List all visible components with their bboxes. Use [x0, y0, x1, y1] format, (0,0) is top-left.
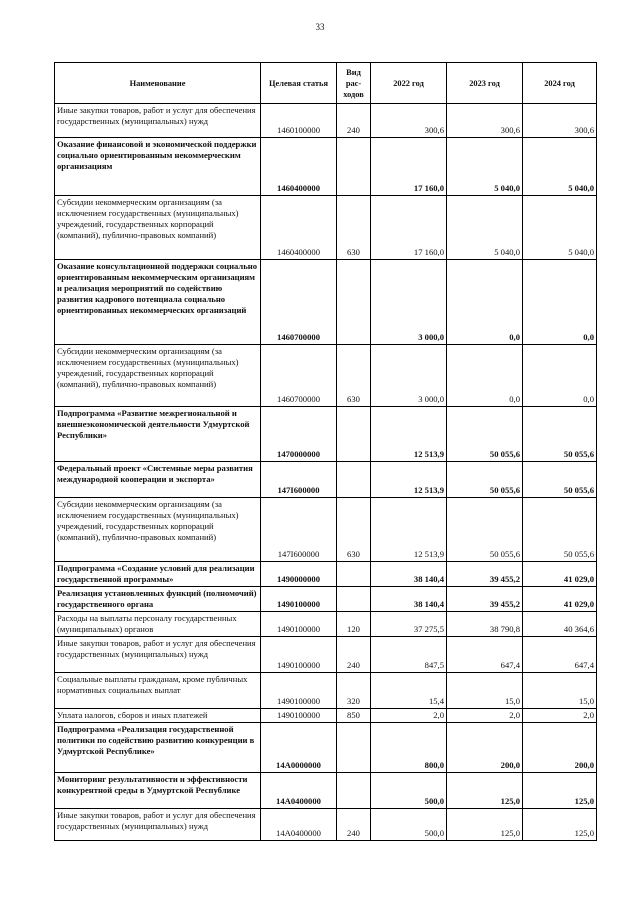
row-name: Оказание консультационной поддержки социально ориентированным некоммерческим организациям и реализация мероприятий по содействию развития кадрового потенциала социально ориентированных некоммерческих организаций: [55, 260, 261, 345]
row-value-2024: 40 364,6: [523, 612, 597, 637]
row-name: Мониторинг результативности и эффективности конкурентной среды в Удмуртской Республике: [55, 773, 261, 809]
row-target-article: 147I600000: [261, 462, 337, 498]
table-row: [55, 196, 597, 260]
table-row: [55, 709, 597, 723]
table-row: [55, 723, 597, 773]
row-name: Иные закупки товаров, работ и услуг для обеспечения государственных (муниципальных) нужд: [55, 809, 261, 841]
table-row: [55, 104, 597, 138]
header-year-2024: 2024 год: [523, 63, 597, 104]
row-value-2023: 39 455,2: [447, 562, 523, 587]
header-name: Наименование: [55, 63, 261, 104]
row-value-2024: 15,0: [523, 673, 597, 709]
row-expense-type: [337, 773, 371, 809]
row-target-article: 1460400000: [261, 196, 337, 260]
row-expense-type: 240: [337, 104, 371, 138]
table-row: [55, 345, 597, 407]
row-value-2023: 125,0: [447, 809, 523, 841]
row-target-article: 1470000000: [261, 407, 337, 462]
row-value-2024: 125,0: [523, 773, 597, 809]
header-year-2023: 2023 год: [447, 63, 523, 104]
row-target-article: 1490100000: [261, 612, 337, 637]
row-value-2022: 3 000,0: [371, 345, 447, 407]
row-expense-type: [337, 723, 371, 773]
row-name: Оказание финансовой и экономической поддержки социально ориентированным некоммерческим организациям: [55, 138, 261, 196]
table-row: [55, 809, 597, 841]
row-value-2024: 50 055,6: [523, 407, 597, 462]
row-value-2023: 0,0: [447, 345, 523, 407]
row-value-2024: 125,0: [523, 809, 597, 841]
row-value-2023: 200,0: [447, 723, 523, 773]
table-row: [55, 587, 597, 612]
row-value-2024: 50 055,6: [523, 462, 597, 498]
row-name: Реализация установленных функций (полномочий) государственного органа: [55, 587, 261, 612]
row-value-2022: 300,6: [371, 104, 447, 138]
table-row: [55, 612, 597, 637]
row-expense-type: [337, 462, 371, 498]
table-row: [55, 673, 597, 709]
row-expense-type: [337, 260, 371, 345]
row-name: Уплата налогов, сборов и иных платежей: [55, 709, 261, 723]
row-name: Субсидии некоммерческим организациям (за исключением государственных (муниципальных) учреждений, государственных корпораций (компаний), публично-правовых компаний): [55, 498, 261, 562]
page-number: 33: [315, 22, 325, 32]
row-value-2022: 17 160,0: [371, 138, 447, 196]
row-value-2024: 5 040,0: [523, 196, 597, 260]
row-value-2022: 12 513,9: [371, 407, 447, 462]
row-value-2024: 41 029,0: [523, 587, 597, 612]
row-name: Субсидии некоммерческим организациям (за исключением государственных (муниципальных) учреждений, государственных корпораций (компаний), публично-правовых компаний): [55, 345, 261, 407]
row-expense-type: 120: [337, 612, 371, 637]
row-value-2022: 847,5: [371, 637, 447, 673]
row-value-2022: 38 140,4: [371, 562, 447, 587]
row-value-2023: 5 040,0: [447, 138, 523, 196]
table-row: [55, 462, 597, 498]
row-value-2024: 647,4: [523, 637, 597, 673]
row-value-2023: 2,0: [447, 709, 523, 723]
row-expense-type: 850: [337, 709, 371, 723]
row-target-article: 1490100000: [261, 673, 337, 709]
row-value-2022: 2,0: [371, 709, 447, 723]
row-value-2023: 0,0: [447, 260, 523, 345]
row-value-2023: 5 040,0: [447, 196, 523, 260]
row-target-article: 1460100000: [261, 104, 337, 138]
row-value-2024: 0,0: [523, 345, 597, 407]
row-value-2022: 37 275,5: [371, 612, 447, 637]
row-expense-type: 630: [337, 196, 371, 260]
row-value-2022: 17 160,0: [371, 196, 447, 260]
table-header-row: [55, 63, 597, 104]
row-target-article: 1490000000: [261, 562, 337, 587]
row-expense-type: 630: [337, 345, 371, 407]
row-value-2024: 2,0: [523, 709, 597, 723]
row-value-2024: 41 029,0: [523, 562, 597, 587]
table-row: [55, 138, 597, 196]
row-expense-type: [337, 407, 371, 462]
row-expense-type: [337, 587, 371, 612]
row-value-2022: 500,0: [371, 773, 447, 809]
row-name: Подпрограмма «Развитие межрегиональной и внешнеэкономической деятельности Удмуртской Республики»: [55, 407, 261, 462]
row-expense-type: [337, 562, 371, 587]
row-target-article: 1460700000: [261, 260, 337, 345]
row-target-article: 1490100000: [261, 587, 337, 612]
row-target-article: 14А0400000: [261, 773, 337, 809]
row-name: Иные закупки товаров, работ и услуг для обеспечения государственных (муниципальных) нужд: [55, 637, 261, 673]
table-row: [55, 773, 597, 809]
table-row: [55, 407, 597, 462]
row-value-2022: 3 000,0: [371, 260, 447, 345]
table-row: [55, 637, 597, 673]
row-target-article: 14А0400000: [261, 809, 337, 841]
row-value-2022: 800,0: [371, 723, 447, 773]
row-expense-type: 320: [337, 673, 371, 709]
header-year-2022: 2022 год: [371, 63, 447, 104]
row-target-article: 1460700000: [261, 345, 337, 407]
row-value-2022: 12 513,9: [371, 498, 447, 562]
row-value-2023: 38 790,8: [447, 612, 523, 637]
table-row: [55, 260, 597, 345]
row-expense-type: 630: [337, 498, 371, 562]
table-row: [55, 562, 597, 587]
row-value-2023: 300,6: [447, 104, 523, 138]
row-name: Расходы на выплаты персоналу государственных (муниципальных) органов: [55, 612, 261, 637]
row-value-2024: 50 055,6: [523, 498, 597, 562]
row-expense-type: [337, 138, 371, 196]
row-value-2023: 647,4: [447, 637, 523, 673]
row-name: Субсидии некоммерческим организациям (за исключением государственных (муниципальных) учреждений, государственных корпораций (компаний), публично-правовых компаний): [55, 196, 261, 260]
row-name: Подпрограмма «Создание условий для реализации государственной программы»: [55, 562, 261, 587]
row-name: Иные закупки товаров, работ и услуг для обеспечения государственных (муниципальных) нужд: [55, 104, 261, 138]
budget-table: [54, 62, 597, 841]
row-value-2022: 500,0: [371, 809, 447, 841]
row-name: Подпрограмма «Реализация государственной политики по содействию развитию конкуренции в Удмуртской Республике»: [55, 723, 261, 773]
row-target-article: 1490100000: [261, 709, 337, 723]
row-target-article: 1490100000: [261, 637, 337, 673]
row-target-article: 14А0000000: [261, 723, 337, 773]
row-value-2023: 125,0: [447, 773, 523, 809]
row-value-2022: 15,4: [371, 673, 447, 709]
header-expense-type: Вид рас-ходов: [337, 63, 371, 104]
row-value-2024: 200,0: [523, 723, 597, 773]
row-expense-type: 240: [337, 637, 371, 673]
row-name: Федеральный проект «Системные меры развития международной кооперации и экспорта»: [55, 462, 261, 498]
row-target-article: 147I600000: [261, 498, 337, 562]
row-value-2023: 50 055,6: [447, 462, 523, 498]
row-value-2024: 0,0: [523, 260, 597, 345]
row-expense-type: 240: [337, 809, 371, 841]
header-target-article: Целевая статья: [261, 63, 337, 104]
row-target-article: 1460400000: [261, 138, 337, 196]
row-value-2023: 39 455,2: [447, 587, 523, 612]
row-value-2022: 12 513,9: [371, 462, 447, 498]
row-value-2023: 50 055,6: [447, 407, 523, 462]
table-row: [55, 498, 597, 562]
row-value-2022: 38 140,4: [371, 587, 447, 612]
row-value-2024: 300,6: [523, 104, 597, 138]
row-value-2023: 50 055,6: [447, 498, 523, 562]
row-value-2023: 15,0: [447, 673, 523, 709]
row-value-2024: 5 040,0: [523, 138, 597, 196]
row-name: Социальные выплаты гражданам, кроме публичных нормативных социальных выплат: [55, 673, 261, 709]
